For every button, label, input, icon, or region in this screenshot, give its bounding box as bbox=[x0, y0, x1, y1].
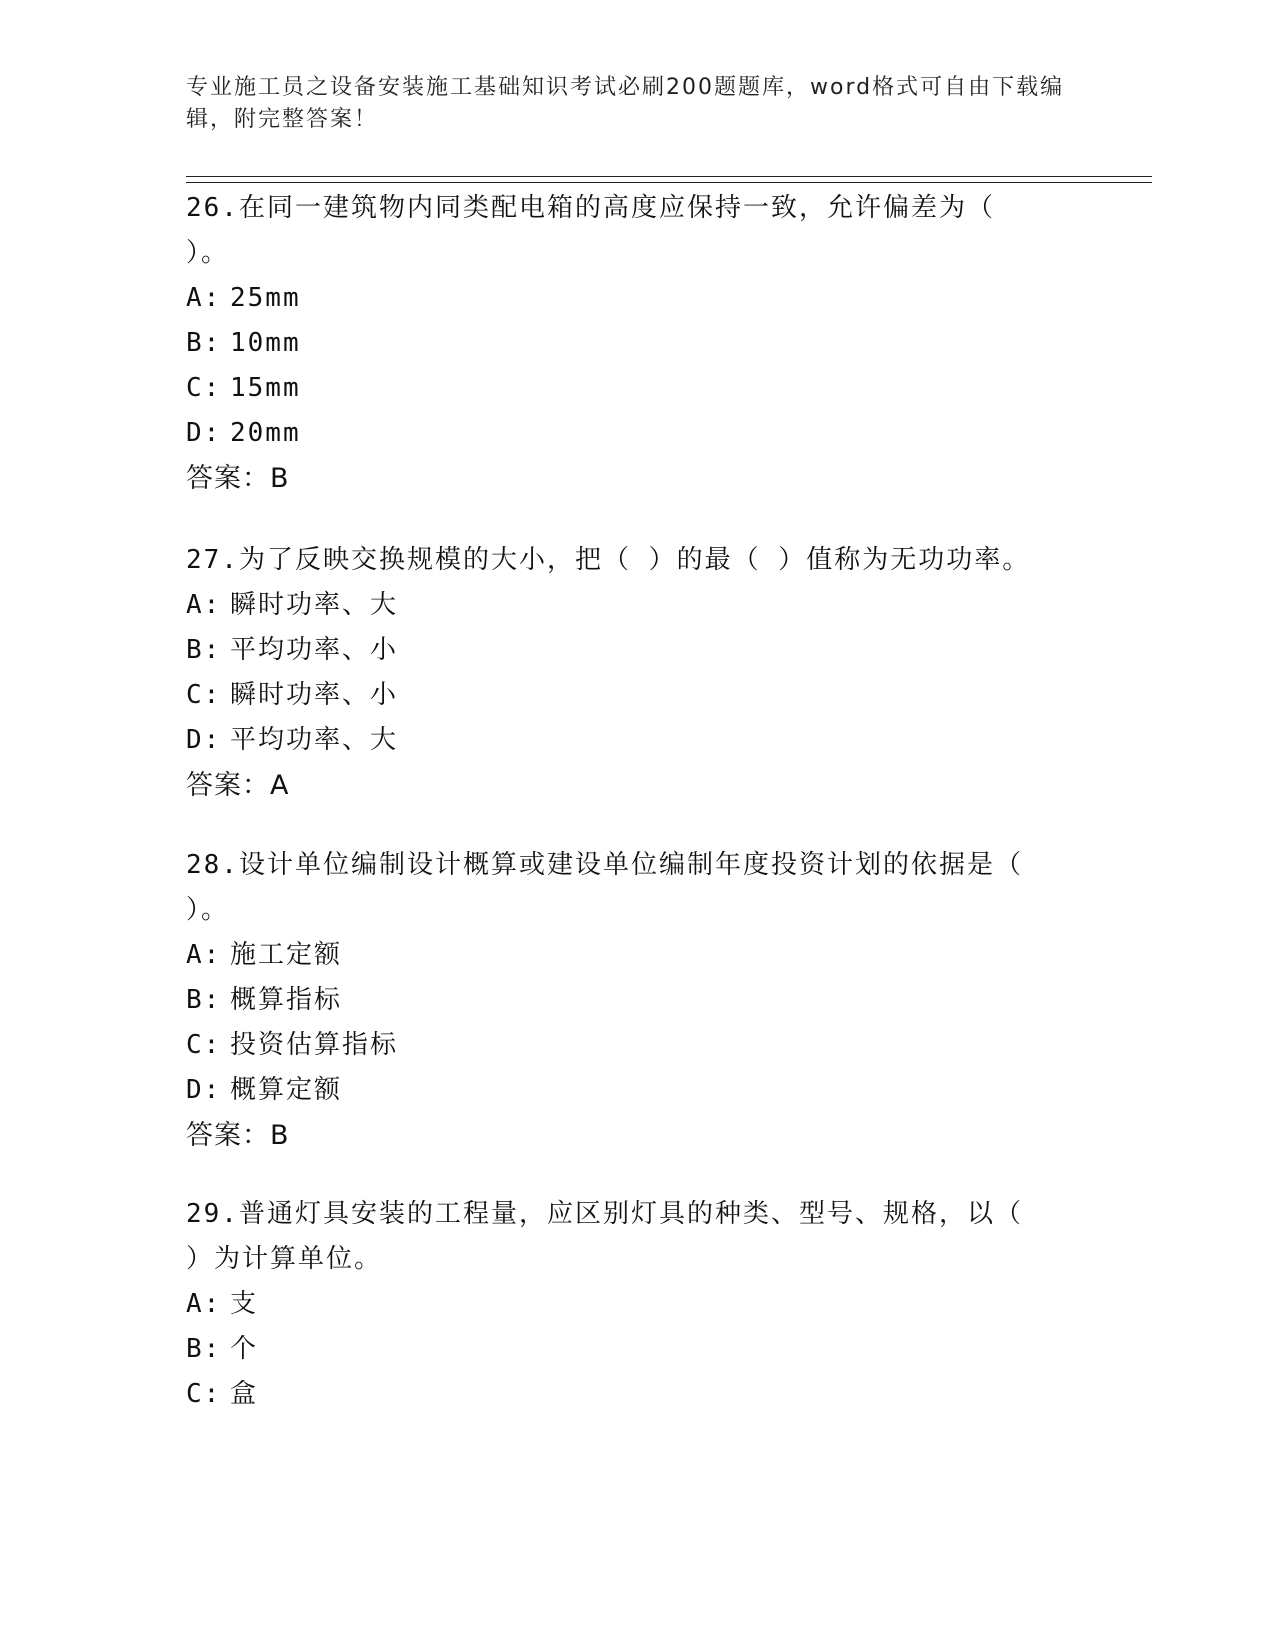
option-key: A: bbox=[186, 940, 222, 970]
option-b bbox=[186, 321, 1086, 366]
option-c bbox=[186, 1023, 1086, 1068]
option-text: 瞬时功率、大 bbox=[230, 590, 399, 620]
option-text: 25mm bbox=[230, 283, 301, 313]
option-text: 施工定额 bbox=[230, 940, 343, 970]
document-header-title: 专业施工员之设备安装施工基础知识考试必刷200题题库，word格式可自由下载编辑，附完整答案！ bbox=[186, 75, 1065, 132]
option-text: 概算指标 bbox=[230, 985, 343, 1015]
option-key: C: bbox=[186, 1379, 222, 1409]
answer-line: 答案：B bbox=[186, 463, 290, 494]
option-key: A: bbox=[186, 1289, 222, 1319]
question-28 bbox=[186, 843, 1086, 1158]
header-divider-top bbox=[186, 176, 1152, 177]
option-a bbox=[186, 583, 1086, 628]
option-c bbox=[186, 673, 1086, 718]
option-key: B: bbox=[186, 1334, 222, 1364]
option-c bbox=[186, 1372, 1086, 1417]
option-key: D: bbox=[186, 1075, 222, 1105]
option-text: 投资估算指标 bbox=[230, 1030, 399, 1060]
option-key: B: bbox=[186, 985, 222, 1015]
answer-line: 答案：A bbox=[186, 770, 290, 801]
option-b bbox=[186, 978, 1086, 1023]
option-a bbox=[186, 276, 1086, 321]
option-d bbox=[186, 1068, 1086, 1113]
option-text: 平均功率、小 bbox=[230, 635, 399, 665]
option-text: 盒 bbox=[230, 1379, 259, 1409]
option-key: C: bbox=[186, 373, 222, 403]
option-text: 概算定额 bbox=[230, 1075, 343, 1105]
question-26 bbox=[186, 186, 1086, 501]
option-key: C: bbox=[186, 1030, 222, 1060]
option-a bbox=[186, 1282, 1086, 1327]
question-29 bbox=[186, 1192, 1086, 1417]
question-stem: 29.普通灯具安装的工程量，应区别灯具的种类、型号、规格，以（ ）为计算单位。 bbox=[186, 1199, 1023, 1274]
option-b bbox=[186, 1327, 1086, 1372]
option-text: 个 bbox=[230, 1334, 259, 1364]
question-stem: 28.设计单位编制设计概算或建设单位编制年度投资计划的依据是（ ）。 bbox=[186, 850, 1023, 925]
option-key: C: bbox=[186, 680, 222, 710]
option-b bbox=[186, 628, 1086, 673]
option-text: 支 bbox=[230, 1289, 259, 1319]
option-d bbox=[186, 718, 1086, 763]
answer-line: 答案：B bbox=[186, 1120, 290, 1151]
option-key: A: bbox=[186, 590, 222, 620]
option-text: 15mm bbox=[230, 373, 301, 403]
option-key: B: bbox=[186, 635, 222, 665]
option-a bbox=[186, 933, 1086, 978]
option-d bbox=[186, 411, 1086, 456]
question-27 bbox=[186, 538, 1086, 808]
option-key: D: bbox=[186, 725, 222, 755]
option-key: B: bbox=[186, 328, 222, 358]
option-key: D: bbox=[186, 418, 222, 448]
option-text: 瞬时功率、小 bbox=[230, 680, 399, 710]
header-divider-bottom bbox=[186, 182, 1152, 183]
option-text: 20mm bbox=[230, 418, 301, 448]
question-stem: 26.在同一建筑物内同类配电箱的高度应保持一致，允许偏差为（ ）。 bbox=[186, 193, 995, 268]
option-key: A: bbox=[186, 283, 222, 313]
question-stem: 27.为了反映交换规模的大小，把（ ）的最（ ）值称为无功功率。 bbox=[186, 545, 1031, 575]
option-text: 平均功率、大 bbox=[230, 725, 399, 755]
option-text: 10mm bbox=[230, 328, 301, 358]
option-c bbox=[186, 366, 1086, 411]
